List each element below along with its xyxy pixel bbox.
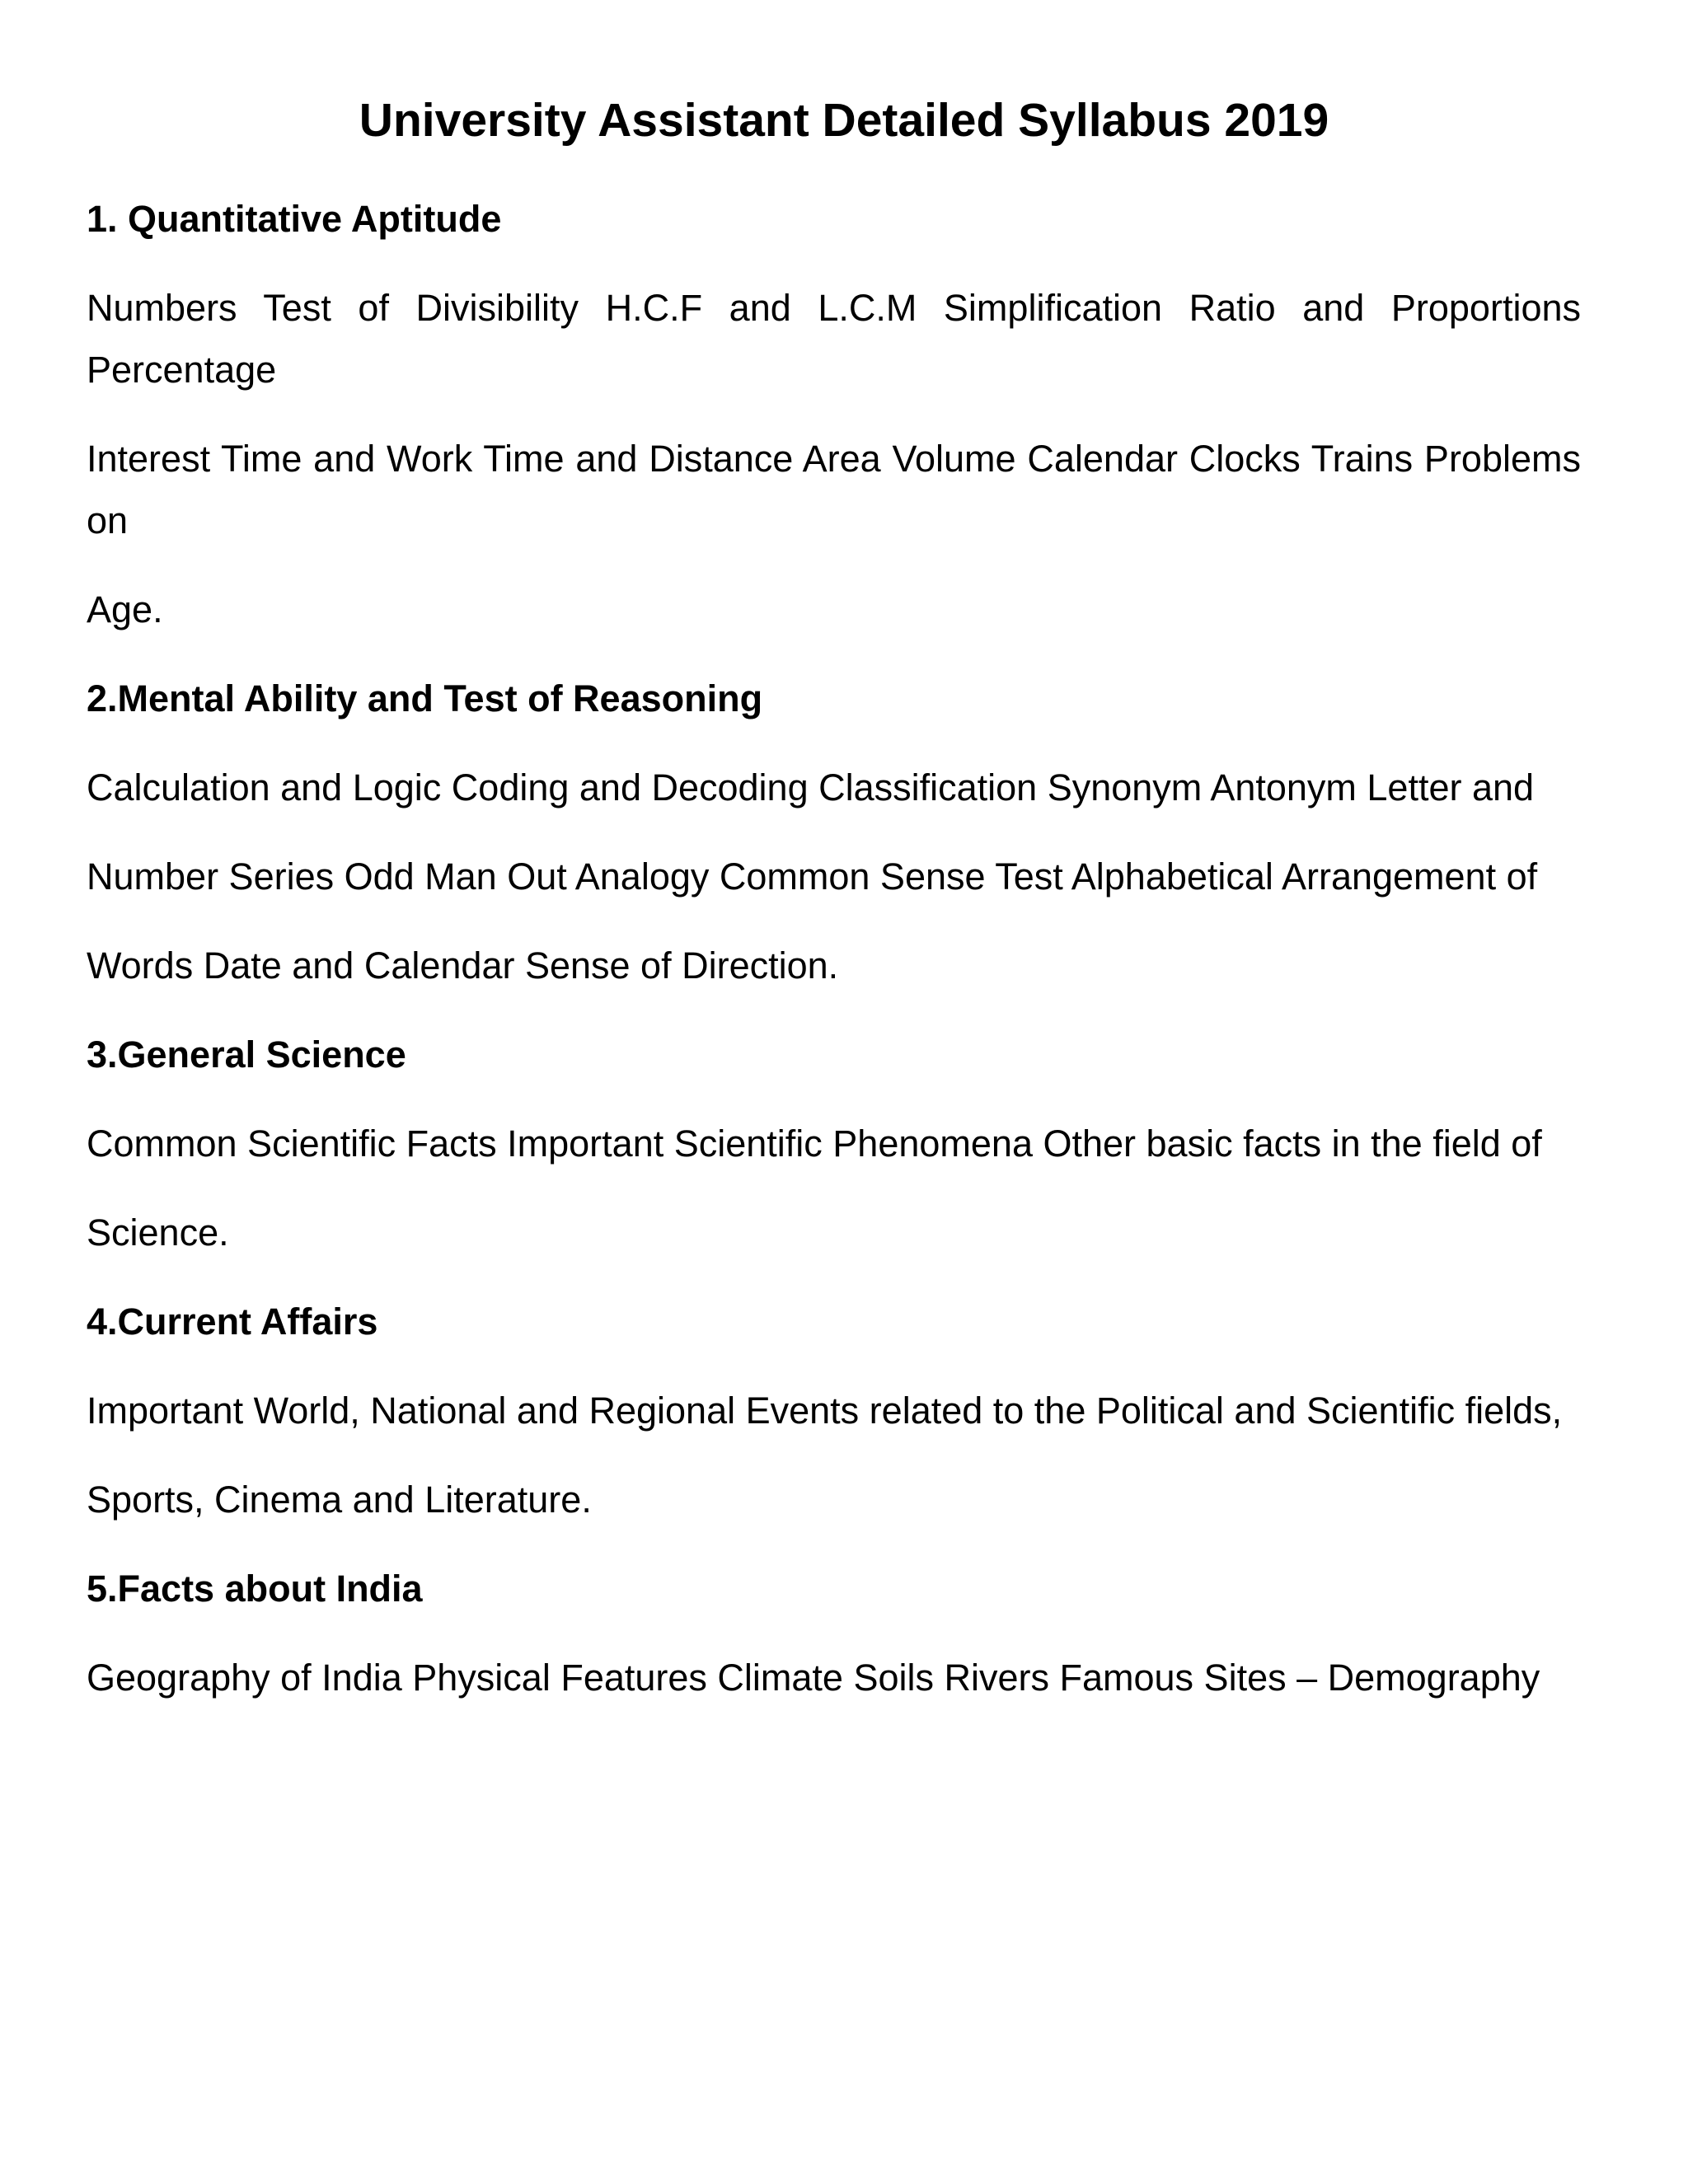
section-quantitative-aptitude xyxy=(87,188,1581,640)
section-paragraph: Calculation and Logic Coding and Decoding Classification Synonym Antonym Letter and xyxy=(87,766,1535,808)
section-heading: 1. Quantitative Aptitude xyxy=(87,198,502,240)
section-paragraph: Sports, Cinema and Literature. xyxy=(87,1479,592,1521)
section-current-affairs xyxy=(87,1291,1581,1530)
section-paragraph: Science. xyxy=(87,1212,229,1254)
syllabus-content xyxy=(87,188,1581,1736)
section-paragraph: Geography of India Physical Features Climate Soils Rivers Famous Sites – Demography xyxy=(87,1657,1540,1699)
section-facts-about-india xyxy=(87,1558,1581,1708)
section-heading: 5.Facts about India xyxy=(87,1568,423,1610)
section-paragraph: Common Scientific Facts Important Scientific Phenomena Other basic facts in the field of xyxy=(87,1122,1542,1165)
section-paragraph: Words Date and Calendar Sense of Direction. xyxy=(87,944,839,987)
section-paragraph: Interest Time and Work Time and Distance Area Volume Calendar Clocks Trains Problems on xyxy=(87,438,1581,541)
section-heading: 4.Current Affairs xyxy=(87,1301,378,1343)
section-general-science xyxy=(87,1024,1581,1263)
section-heading: 3.General Science xyxy=(87,1033,406,1076)
section-paragraph: Important World, National and Regional Events related to the Political and Scientific fields, xyxy=(87,1390,1563,1432)
section-heading: 2.Mental Ability and Test of Reasoning xyxy=(87,677,763,719)
section-paragraph: Number Series Odd Man Out Analogy Common Sense Test Alphabetical Arrangement of xyxy=(87,855,1538,898)
section-mental-ability xyxy=(87,668,1581,996)
page-title: University Assistant Detailed Syllabus 2019 xyxy=(359,94,1329,147)
section-paragraph: Age. xyxy=(87,588,163,630)
section-paragraph: Numbers Test of Divisibility H.C.F and L.C.M Simplification Ratio and Proportions Percentage xyxy=(87,287,1581,391)
